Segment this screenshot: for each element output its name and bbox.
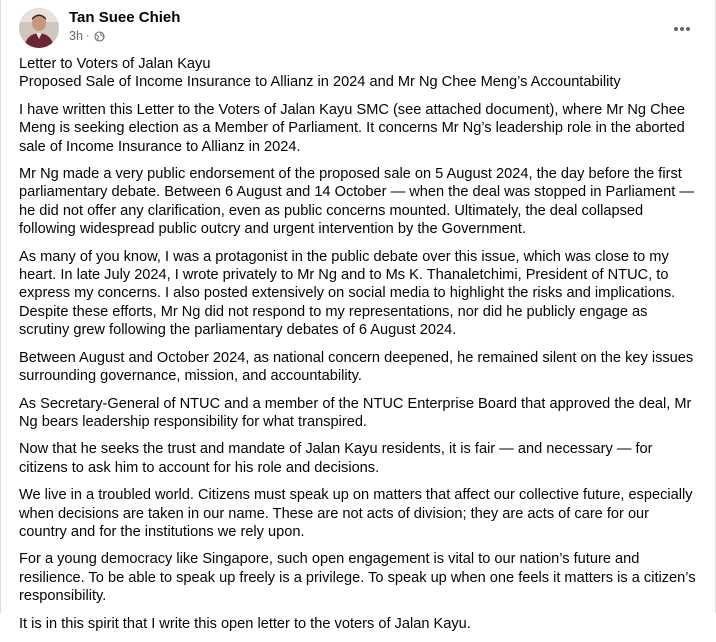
post-meta (69, 29, 105, 43)
post-paragraph-4: Between August and October 2024, as national concern deepened, he remained silent on the key issues surrounding governance, mission, and accountability. (19, 349, 694, 385)
more-options-icon (673, 26, 691, 32)
post-paragraph-1: I have written this Letter to the Voters of Jalan Kayu SMC (see attached document), where Mr Ng Chee Meng is seeking election as a Member of Parliament. It concerns Mr Ng’s leadership role in the aborted sale of Income Insurance to Allianz in 2024. (19, 101, 685, 155)
post-paragraph-9: It is in this spirit that I write this open letter to the voters of Jalan Kayu. (19, 615, 471, 632)
post-title-line-1: Letter to Voters of Jalan Kayu (19, 56, 211, 72)
globe-icon[interactable] (94, 31, 105, 42)
more-options-button[interactable] (667, 14, 697, 44)
avatar-photo-icon (19, 8, 59, 48)
post-header (19, 8, 699, 50)
post-timestamp[interactable]: 3h (69, 29, 83, 43)
author-avatar[interactable] (19, 8, 59, 48)
post-title-line-2: Proposed Sale of Income Insurance to Allianz in 2024 and Mr Ng Chee Meng’s Accountability (19, 74, 621, 91)
post-paragraph-7: We live in a troubled world. Citizens must speak up on matters that affect our collective future, especially when decisions are taken in our name. These are not acts of division; they are acts of care for our country and for the institutions we rely upon. (19, 487, 693, 540)
post-paragraph-3: As many of you know, I was a protagonist in the public debate over this issue, which was close to my heart. In late July 2024, I wrote privately to Mr Ng and to Ms K. Thanaletchimi, President of NTUC, to express my concerns. I also posted extensively on social media to highlight the risks and implications. Despite these efforts, Mr Ng did not respond to my representations, nor did he publicly engage as scrutiny grew following the parliamentary debates of 6 August 2024. (19, 248, 676, 339)
post-paragraph-2: Mr Ng made a very public endorsement of the proposed sale on 5 August 2024, the day before the first parliamentary debate. Between 6 August and 14 October — when the deal was stopped in Parliament — he did not offer any clarification, even as public concerns mounted. Ultimately, the deal collapsed following widespread public outcry and urgent intervention by the Government. (19, 166, 694, 238)
post-paragraph-5: As Secretary-General of NTUC and a member of the NTUC Enterprise Board that approved the deal, Mr Ng bears leadership responsibility for what transpired. (19, 395, 692, 430)
post-body (19, 55, 699, 642)
post-paragraph-6: Now that he seeks the trust and mandate of Jalan Kayu residents, it is fair — and necessary — for citizens to ask him to account for his role and decisions. (19, 441, 653, 476)
post-paragraph-8: For a young democracy like Singapore, such open engagement is vital to our nation’s future and resilience. To be able to speak up freely is a privilege. To speak up when one feels it matters is a citizen’s responsibility. (19, 551, 696, 605)
meta-separator: · (85, 30, 90, 42)
author-name[interactable]: Tan Suee Chieh (69, 9, 181, 26)
